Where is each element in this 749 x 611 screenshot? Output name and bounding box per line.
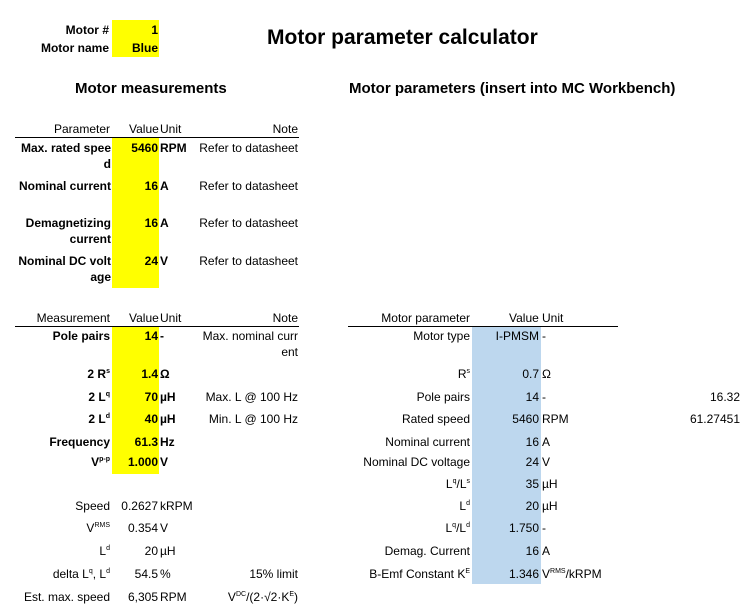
parameter-row-unit: - [542, 390, 546, 404]
parameter-row-label [330, 476, 470, 492]
derived-row-unit: V [160, 521, 169, 535]
datasheet-row-label: Max. rated speed [20, 141, 111, 171]
measurement-row-label [0, 454, 110, 470]
parameter-row-value: 1.750 [508, 521, 539, 535]
label-base: L [459, 499, 467, 513]
parameter-row-unit: V [542, 455, 551, 469]
measurement-row-unit: µH [160, 412, 176, 426]
label-sup: d [106, 545, 110, 552]
datasheet-header-value: Value [129, 122, 159, 136]
motor-name-cell[interactable]: Blue [131, 41, 158, 55]
measurement-header-note: Note [272, 311, 298, 325]
datasheet-header-rule [15, 137, 299, 138]
label-base: delta L [52, 567, 89, 581]
parameter-row-label: Motor type [413, 329, 470, 343]
parameter-row-label: Rated speed [401, 412, 470, 426]
unit-sup: RMS [550, 568, 566, 575]
unit-base: V [542, 567, 551, 581]
note-tail: ) [294, 590, 298, 604]
motor-number-cell[interactable]: 1 [151, 23, 158, 37]
parameter-row-unit: Ω [542, 367, 551, 381]
parameter-row-value: 20 [525, 499, 539, 513]
motor-number-label: Motor # [65, 23, 109, 37]
parameter-row-value: I-PMSM [495, 329, 539, 343]
datasheet-header-unit: Unit [160, 122, 182, 136]
parameter-row-extra: 61.27451 [689, 412, 740, 426]
parameter-row-unit [542, 566, 602, 582]
datasheet-row-value[interactable]: 24 [144, 254, 158, 268]
parameter-row-unit: A [542, 435, 551, 449]
label-sup: q [105, 391, 110, 398]
parameter-header-unit: Unit [542, 311, 564, 325]
measurement-row-unit: V [160, 455, 169, 469]
label-sup: E [465, 568, 470, 575]
label-base: L [445, 477, 453, 491]
measurement-row-unit: Ω [160, 367, 170, 381]
datasheet-row-label: Nominal current [18, 179, 111, 193]
derived-row-label [0, 520, 110, 536]
datasheet-row-note: Refer to datasheet [199, 179, 298, 193]
parameter-row-label [330, 498, 470, 514]
measurements-section-title: Motor measurements [75, 80, 227, 97]
datasheet-header-note: Note [272, 122, 298, 136]
datasheet-row-value[interactable]: 16 [144, 216, 158, 230]
parameter-header-rule [348, 326, 618, 327]
label-tail: /L [456, 477, 467, 491]
label-sup: p-p [99, 456, 110, 463]
note-base: V [227, 590, 236, 604]
label-base: 2 R [87, 367, 107, 381]
measurement-row-note: Max. L @ 100 Hz [205, 390, 298, 404]
label-base: 2 L [88, 390, 106, 404]
derived-row-value: 0.354 [127, 521, 158, 535]
datasheet-row-unit: RPM [160, 141, 187, 155]
label-base: V [86, 521, 95, 535]
parameter-row-label: Pole pairs [416, 390, 470, 404]
label-sup: RMS [94, 522, 110, 529]
measurement-row-unit: - [160, 329, 164, 343]
label-sup: s [106, 368, 110, 375]
derived-row-label: Speed [75, 499, 110, 513]
datasheet-row-value[interactable]: 16 [144, 179, 158, 193]
parameter-row-value: 5460 [512, 412, 539, 426]
parameter-header-value: Value [509, 311, 539, 325]
parameter-row-unit: - [542, 329, 546, 343]
datasheet-row-unit: A [160, 179, 169, 193]
parameter-row-label: Nominal DC voltage [363, 455, 470, 469]
note-mid: /(2·√2·K [246, 590, 290, 604]
label-tail: , L [92, 567, 107, 581]
unit-tail: /kRPM [565, 567, 602, 581]
motor-name-label: Motor name [40, 41, 109, 55]
measurement-row-unit: Hz [160, 435, 175, 449]
measurement-header-value: Value [129, 311, 159, 325]
parameter-row-unit: - [542, 521, 546, 535]
derived-row-value: 6,305 [127, 590, 158, 604]
note-sup: DC [235, 591, 247, 598]
measurement-row-label [0, 389, 110, 405]
derived-row-unit: kRPM [160, 499, 193, 513]
label-base: V [91, 455, 100, 469]
measurement-row-label: Pole pairs [52, 329, 110, 343]
parameter-row-label [330, 566, 470, 582]
measurement-row-note: Max. nominal current [202, 329, 298, 359]
parameter-row-extra: 16.32 [709, 390, 740, 404]
measurement-row-unit: µH [160, 390, 176, 404]
parameter-row-value: 0.7 [522, 367, 539, 381]
measurement-row-value[interactable]: 40 [144, 412, 158, 426]
derived-row-unit: µH [160, 544, 176, 558]
datasheet-row-note: Refer to datasheet [199, 254, 298, 268]
label-sup: d [105, 413, 110, 420]
datasheet-row-unit: V [160, 254, 169, 268]
measurement-row-value[interactable]: 70 [144, 390, 158, 404]
parameters-section-title: Motor parameters (insert into MC Workbench) [349, 80, 676, 97]
measurement-header-name: Measurement [36, 311, 110, 325]
parameter-row-value: 14 [525, 390, 539, 404]
measurement-row-note: Min. L @ 100 Hz [208, 412, 298, 426]
parameter-row-label [330, 366, 470, 382]
derived-row-unit: % [160, 567, 171, 581]
measurement-row-label [0, 366, 110, 382]
label-base: B-Emf Constant K [369, 567, 466, 581]
label-sup: q [452, 478, 457, 485]
derived-row-note [190, 589, 298, 605]
derived-row-note: 15% limit [249, 567, 298, 581]
measurement-row-value[interactable]: 14 [144, 329, 158, 343]
label-base: L [445, 521, 453, 535]
datasheet-header-parameter: Parameter [53, 122, 110, 136]
derived-row-label [0, 543, 110, 559]
parameter-row-label: Demag. Current [384, 544, 470, 558]
measurement-row-value[interactable]: 1.000 [127, 455, 158, 469]
parameter-row-value: 16 [525, 544, 539, 558]
measurement-header-rule [15, 326, 299, 327]
datasheet-row-value[interactable]: 5460 [131, 141, 158, 155]
parameter-row-label [330, 520, 470, 536]
parameter-row-unit: µH [542, 499, 558, 513]
derived-row-unit: RPM [160, 590, 187, 604]
datasheet-row-note: Refer to datasheet [199, 216, 298, 230]
derived-row-value: 54.5 [134, 567, 158, 581]
label-base: R [457, 367, 467, 381]
label-sup: q [88, 568, 93, 575]
datasheet-row-label: Nominal DC voltage [18, 254, 111, 284]
note-sup: E [289, 591, 294, 598]
parameter-row-value: 24 [525, 455, 539, 469]
parameter-row-label: Nominal current [385, 435, 470, 449]
label-sup: d [106, 568, 110, 575]
measurement-row-value[interactable]: 61.3 [134, 435, 158, 449]
label-sup: d [466, 500, 470, 507]
parameter-row-value: 16 [525, 435, 539, 449]
measurement-header-unit: Unit [160, 311, 182, 325]
parameter-row-unit: RPM [542, 412, 569, 426]
parameter-row-unit: A [542, 544, 551, 558]
derived-row-label [0, 566, 110, 582]
derived-row-value: 20 [144, 544, 158, 558]
label-sup: s [466, 368, 470, 375]
page-title: Motor parameter calculator [267, 26, 538, 49]
datasheet-row-note: Refer to datasheet [199, 141, 298, 155]
derived-row-label: Est. max. speed [23, 590, 110, 604]
parameter-row-value: 1.346 [508, 567, 539, 581]
parameter-header-name: Motor parameter [381, 311, 470, 325]
datasheet-row-unit: A [160, 216, 169, 230]
label-sup: s [466, 478, 470, 485]
label-sup: q [452, 522, 457, 529]
datasheet-row-label: Demagnetizing current [25, 216, 111, 246]
derived-row-value: 0.2627 [121, 499, 158, 513]
label-base: 2 L [88, 412, 106, 426]
measurement-row-label [0, 411, 110, 427]
label-sup: d [466, 522, 470, 529]
label-base: L [99, 544, 107, 558]
label-tail: /L [456, 521, 467, 535]
measurement-row-label: Frequency [49, 435, 110, 449]
measurement-row-value[interactable]: 1.4 [141, 367, 158, 381]
parameter-row-unit: µH [542, 477, 558, 491]
parameter-row-value: 35 [525, 477, 539, 491]
